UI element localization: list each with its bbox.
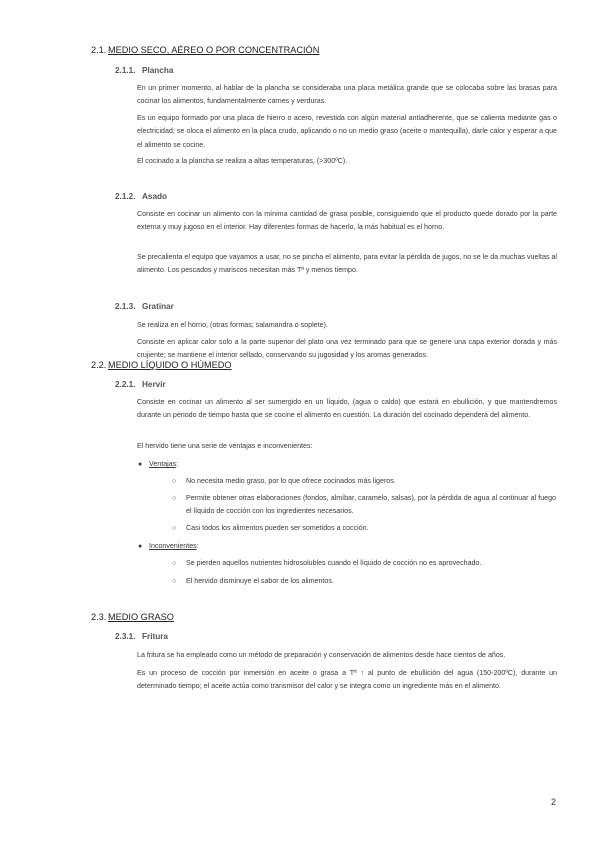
bullet-label: Ventajas	[149, 460, 177, 468]
page-number: 2	[551, 797, 557, 807]
subsection-number: 2.2.1.	[115, 380, 136, 389]
subsection-title: Gratinar	[142, 302, 174, 311]
sub-bullet-text: Se pierden aquellos nutrientes hidrosolubles cuando el líquido de cocción no es aprovechado.	[186, 559, 482, 567]
paragraph: Es un proceso de cocción por inmersión en aceite o grasa a Tª ↑ al punto de ebullición del agua (150-200ºC), durante un determinado tiempo; el aceite actúa como transmisor del calor y se integra como un ingrediente más en el alimento.	[137, 669, 557, 691]
sub-bullet	[172, 522, 556, 535]
subsection-title: Asado	[142, 192, 168, 201]
paragraph: Consiste en cocinar un alimento al ser sumergido en un líquido, (agua o caldo) que estará en ebullición, y que mantendremos durante un periodo de tiempo hasta que se cocine el alimento en cuestión. La duración del cocinado dependerá del alimento.	[137, 398, 557, 420]
bullet-label: Inconvenientes	[149, 542, 197, 550]
subsection-heading-2-1-3	[115, 302, 174, 311]
sub-bullet	[172, 492, 556, 519]
subsection-heading-2-1-2	[115, 192, 167, 201]
circle-bullet-icon: ○	[172, 495, 177, 502]
section-heading-2-2	[91, 360, 232, 370]
colon: :	[196, 542, 199, 550]
subsection-heading-2-1-1	[115, 66, 173, 75]
paragraph: Es un equipo formado por una placa de hierro o acero, revestida con algún material antiadherente, que se calienta mediante gas o electricidad; se oloca el alimento en la placa crudo, aplicando o no un medio graso (aceite o mantequilla), darle calor y esperar a que el alimento se cocine.	[137, 114, 557, 149]
section-number: 2.1.	[91, 45, 107, 55]
sub-bullet-text: Permite obtener otras elaboraciones (fondos, almíbar, caramelo, salsas), por la pérdida de agua al continuar al fuego el líquido de cocción con los ingredientes necesarios.	[186, 494, 556, 516]
bullet-icon: ●	[138, 543, 143, 550]
subsection-title: Fritura	[142, 632, 168, 641]
paragraph: Se precalienta el equipo que vayamos a usar, no se pincha el alimento, para evitar la pérdida de jugos, no se le da muchas vueltas al alimento. Los pescados y mariscos necesitan más Tª y menos tiempo.	[137, 253, 557, 275]
section-title: MEDIO SECO, AÉREO O POR CONCENTRACIÓN	[108, 45, 320, 55]
circle-bullet-icon: ○	[172, 478, 177, 485]
circle-bullet-icon: ○	[172, 578, 177, 585]
sub-bullet	[172, 557, 556, 570]
paragraph: La fritura se ha empleado como un método de preparación y conservación de alimentos desde hace cientos de años.	[137, 651, 506, 659]
sub-bullet-text: El hervido disminuye el sabor de los alimentos.	[186, 577, 334, 585]
paragraph: Se realiza en el horno, (otras formas; salamandra o soplete).	[137, 321, 328, 329]
subsection-number: 2.1.3.	[115, 302, 136, 311]
sub-bullet-text: Casi todos los alimentos pueden ser sometidos a cocción.	[186, 524, 369, 532]
section-number: 2.3.	[91, 612, 107, 622]
sub-bullet	[172, 475, 556, 488]
subsection-heading-2-2-1	[115, 380, 166, 389]
paragraph: Consiste en aplicar calor solo a la parte superior del plato una vez terminado para que se genere una capa exterior dorada y más crujiente; se mantiene el interior sellado, conservando su jugosidad y los aromas generados.	[137, 338, 557, 360]
colon: :	[176, 460, 179, 468]
circle-bullet-icon: ○	[172, 560, 177, 567]
subsection-number: 2.1.1.	[115, 66, 136, 75]
bullet-ventajas	[138, 458, 179, 471]
bullet-icon: ●	[138, 461, 143, 468]
circle-bullet-icon: ○	[172, 525, 177, 532]
section-heading-2-3	[91, 612, 174, 622]
sub-bullet-text: No necesita medio graso, por lo que ofrece cocinados más ligeros.	[186, 477, 396, 485]
section-heading-2-1	[91, 45, 319, 55]
section-title: MEDIO GRASO	[108, 612, 174, 622]
subsection-number: 2.3.1.	[115, 632, 136, 641]
section-number: 2.2.	[91, 360, 107, 370]
subsection-heading-2-3-1	[115, 632, 168, 641]
section-title: MEDIO LÍQUIDO O HÚMEDO	[108, 360, 232, 370]
paragraph: Consiste en cocinar un alimento con la mínima cantidad de grasa posible, consiguiendo que el producto quede dorado por la parte externa y muy jugoso en el interior. Hay diferentes formas de hacerlo, la más habitual es el horno.	[137, 210, 557, 232]
sub-bullet	[172, 575, 556, 588]
paragraph: El cocinado a la plancha se realiza a altas temperaturas, (>300ºC).	[137, 157, 348, 165]
bullet-inconvenientes	[138, 540, 199, 553]
subsection-title: Hervir	[142, 380, 166, 389]
paragraph: El hervido tiene una serie de ventajas e inconvenientes:	[137, 442, 313, 450]
subsection-number: 2.1.2.	[115, 192, 136, 201]
paragraph: En un primer momento, al hablar de la plancha se consideraba una placa metálica grande que se colocaba sobre las brasas para cocinar los alimentos, fundamentalmente carnes y verduras.	[137, 84, 557, 106]
subsection-title: Plancha	[142, 66, 174, 75]
